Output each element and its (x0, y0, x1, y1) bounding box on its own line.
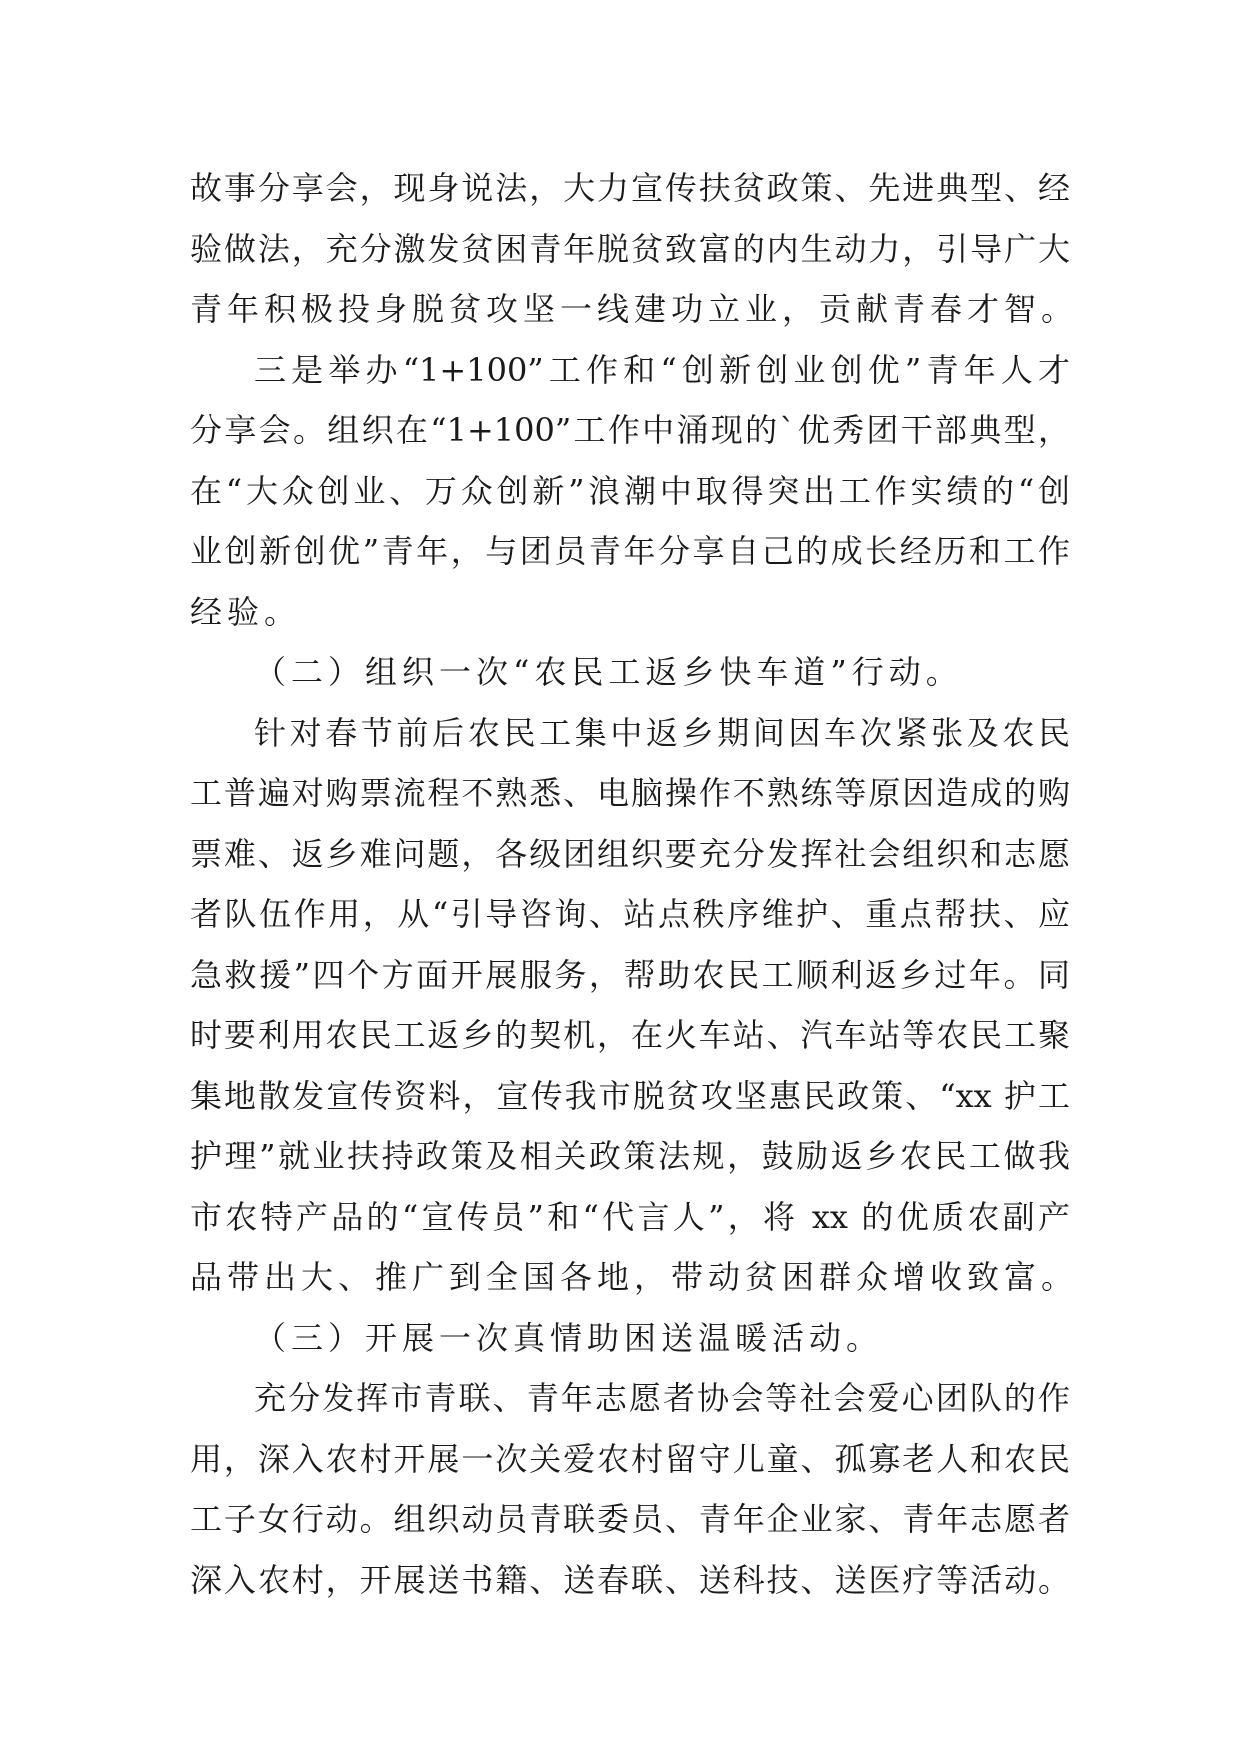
text-line: 工普遍对购票流程不熟悉、电脑操作不熟练等原因造成的购 (190, 774, 1070, 812)
text-line: 急救援”四个方面开展服务，帮助农民工顺利返乡过年。同 (190, 955, 1070, 994)
document-body (190, 158, 1079, 1610)
text-line: 时要利用农民工返乡的契机，在火车站、汽车站等农民工聚 (190, 1016, 1070, 1054)
text-line: 市农特产品的“宣传员”和“代言人”，将 xx 的优质农副产 (190, 1197, 1070, 1236)
paragraph-start-line: 三是举办“1+100”工作和“创新创业创优”青年人才 (254, 350, 1070, 389)
section-heading: （二）组织一次“农民工返乡快车道”行动。 (254, 653, 963, 691)
paragraph-start-line: 针对春节前后农民工集中返乡期间因车次紧张及农民 (254, 713, 1070, 752)
paragraph-start-line: 充分发挥市青联、青年志愿者协会等社会爱心团队的作 (254, 1379, 1070, 1417)
text-line: 品带出大、推广到全国各地，带动贫困群众增收致富。 (190, 1258, 1079, 1296)
text-line: 深入农村，开展送书籍、送春联、送科技、送医疗等活动。 (190, 1560, 1070, 1599)
text-line: 经验。 (190, 592, 302, 631)
text-line: 用，深入农村开展一次关爱农村留守儿童、孤寡老人和农民 (190, 1439, 1070, 1478)
text-line: 在“大众创业、万众创新”浪潮中取得突出工作实绩的“创 (190, 471, 1070, 510)
text-line: 票难、返乡难问题，各级团组织要充分发挥社会组织和志愿 (190, 834, 1070, 873)
text-line: 验做法，充分激发贫困青年脱贫致富的内生动力，引导广大 (190, 229, 1070, 268)
text-line: 青年积极投身脱贫攻坚一线建功立业，贡献青春才智。 (190, 290, 1079, 328)
text-line: 分享会。组织在“1+100”工作中涌现的`优秀团干部典型， (190, 411, 1070, 449)
section-heading: （三）开展一次真情助困送温暖活动。 (254, 1318, 884, 1357)
text-line: 护理”就业扶持政策及相关政策法规，鼓励返乡农民工做我 (190, 1137, 1070, 1175)
text-line: 业创新创优”青年，与团员青年分享自己的成长经历和工作 (190, 532, 1070, 570)
text-line: 故事分享会，现身说法，大力宣传扶贫政策、先进典型、经 (190, 169, 1070, 207)
text-line: 集地散发宣传资料，宣传我市脱贫攻坚惠民政策、“xx 护工 (190, 1076, 1070, 1115)
text-line: 者队伍作用，从“引导咨询、站点秩序维护、重点帮扶、应 (190, 895, 1070, 933)
text-line: 工子女行动。组织动员青联委员、青年企业家、青年志愿者 (190, 1500, 1070, 1538)
